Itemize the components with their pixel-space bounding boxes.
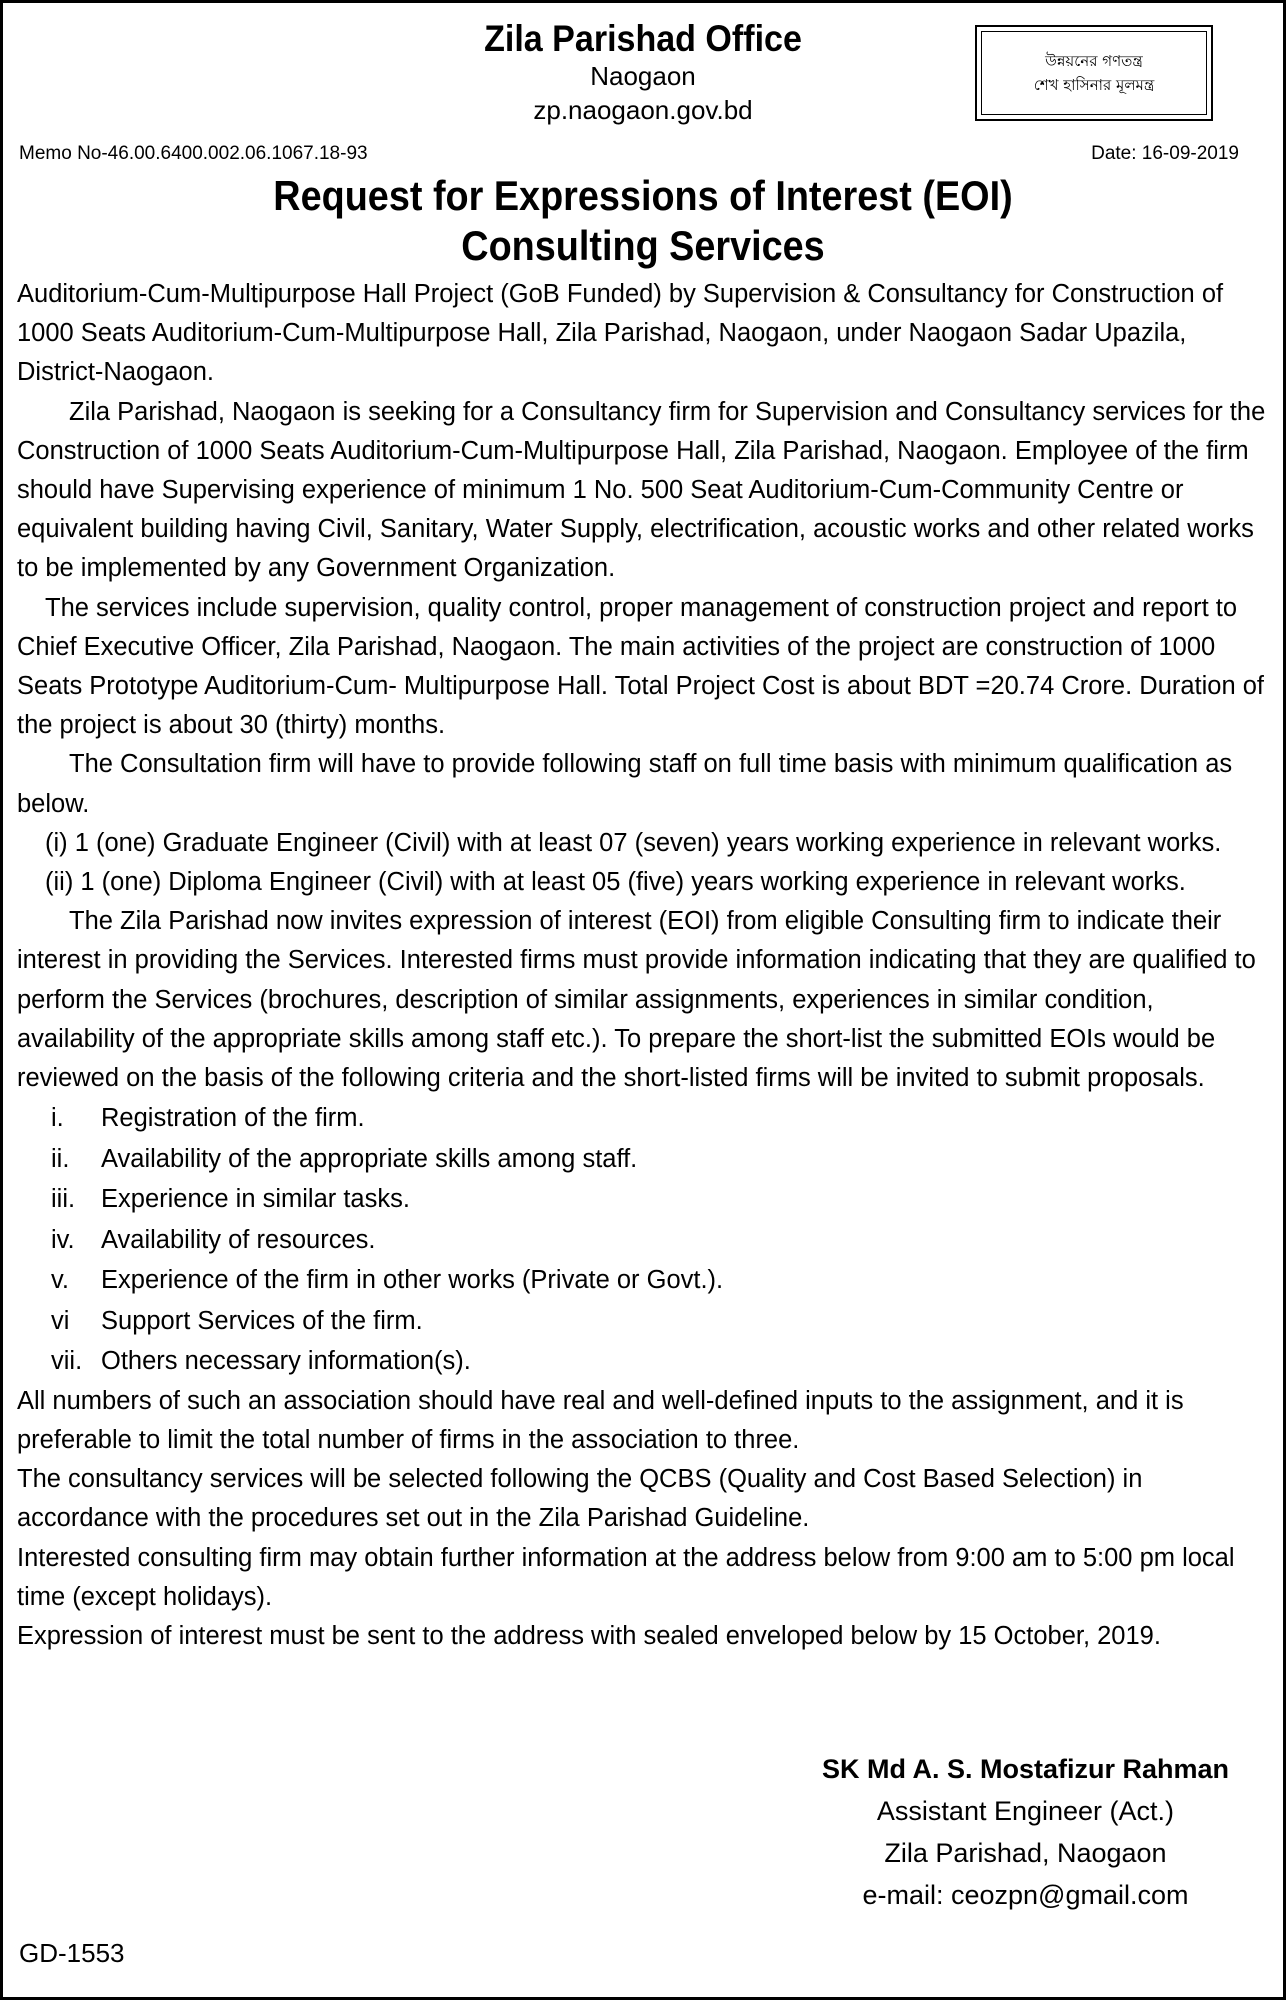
slogan-line-2: শেখ হাসিনার মূলমন্ত্র — [1033, 76, 1155, 94]
criteria-number: i. — [51, 1104, 64, 1133]
paragraph-deadline: Expression of interest must be sent to the address with sealed enveloped below by 15 October, 2019. — [17, 1621, 1161, 1650]
criteria-number: ii. — [51, 1144, 70, 1173]
paragraph-seeking-consultancy: Zila Parishad, Naogaon is seeking for a Consultancy firm for Supervision and Consultancy services for the Construction of 1000 Seats Auditorium-Cum-Multipurpose Hall, Zila Parishad, Naogaon. Employee of the firm should have Supervising experience of minimum 1 No. 500 Seat Auditorium-Cum-Community Centre or equivalent building having Civil, Sanitary, Water Supply, electrification, acoustic works and other related works to be implemented by any Government Organization. — [17, 397, 1266, 583]
criteria-text: Registration of the firm. — [101, 1104, 365, 1133]
paragraph-further-info: Interested consulting firm may obtain further information at the address below from 9:00 am to 5:00 pm local time (except holidays). — [17, 1543, 1235, 1611]
criteria-item — [17, 1341, 1269, 1382]
signatory-office: Zila Parishad, Naogaon — [884, 1838, 1167, 1868]
criteria-number: iii. — [51, 1185, 76, 1214]
criteria-item — [17, 1139, 1269, 1180]
criteria-item — [17, 1098, 1269, 1139]
criteria-item — [17, 1220, 1269, 1261]
signature-block — [822, 1748, 1229, 1916]
signatory-name: SK Md A. S. Mostafizur Rahman — [821, 1754, 1229, 1784]
signatory-designation: Assistant Engineer (Act.) — [876, 1796, 1175, 1826]
staff-requirement-2: (ii) 1 (one) Diploma Engineer (Civil) with at least 05 (five) years working experience in relevant works. — [45, 868, 1186, 897]
paragraph-staff-requirement: The Consultation firm will have to provide following staff on full time basis with minimum qualification as below. — [17, 750, 1233, 818]
criteria-text: Availability of the appropriate skills among staff. — [101, 1144, 638, 1173]
criteria-text: Experience of the firm in other works (Private or Govt.). — [101, 1266, 724, 1295]
signatory-email: e-mail: ceozpn@gmail.com — [862, 1880, 1189, 1910]
memo-row — [17, 143, 1269, 165]
criteria-text: Support Services of the firm. — [101, 1306, 423, 1335]
memo-number: Memo No-46.00.6400.002.06.1067.18-93 — [19, 143, 368, 164]
criteria-number: vii. — [51, 1347, 83, 1376]
notice-body — [17, 275, 1269, 1656]
notice-title-line-2: Consulting Services — [461, 222, 825, 269]
criteria-number: vi — [51, 1306, 70, 1335]
project-description: Auditorium-Cum-Multipurpose Hall Project (GoB Funded) by Supervision & Consultancy for Construction of 1000 Seats Auditorium-Cum-Multipurpose Hall, Zila Parishad, Naogaon, under Naogaon Sadar Upazila, District-Naogaon. — [17, 280, 1224, 387]
memo-date: Date: 16-09-2019 — [1091, 143, 1239, 164]
gd-code: GD-1553 — [19, 1938, 125, 1968]
slogan-line-1: উন্নয়নের গণতন্ত্র — [1045, 52, 1143, 70]
criteria-number: v. — [51, 1266, 69, 1295]
office-website: zp.naogaon.gov.bd — [533, 95, 753, 125]
criteria-item — [17, 1301, 1269, 1342]
criteria-list — [17, 1098, 1269, 1382]
paragraph-selection-method: The consultancy services will be selected following the QCBS (Quality and Cost Based Selection) in accordance with the procedures set out in the Zila Parishad Guideline. — [17, 1465, 1143, 1533]
staff-requirement-1: (i) 1 (one) Graduate Engineer (Civil) with at least 07 (seven) years working experience in relevant works. — [45, 828, 1222, 857]
office-name: Zila Parishad Office — [484, 18, 802, 59]
office-district: Naogaon — [590, 61, 696, 91]
paragraph-services: The services include supervision, quality control, proper management of construction project and report to Chief Executive Officer, Zila Parishad, Naogaon. The main activities of the project are construction of 1000 Seats Prototype Auditorium-Cum- Multipurpose Hall. Total Project Cost is about BDT =20.74 Crore. Duration of the project is about 30 (thirty) months. — [17, 593, 1265, 740]
criteria-item — [17, 1179, 1269, 1220]
criteria-text: Experience in similar tasks. — [101, 1185, 410, 1214]
criteria-item — [17, 1260, 1269, 1301]
criteria-text: Availability of resources. — [101, 1225, 376, 1254]
slogan-box — [975, 25, 1213, 121]
notice-header — [17, 3, 1269, 143]
notice-title-line-1: Request for Expressions of Interest (EOI) — [273, 172, 1013, 219]
criteria-text: Others necessary information(s). — [101, 1347, 471, 1376]
notice-title — [80, 171, 1207, 271]
paragraph-invitation: The Zila Parishad now invites expression of interest (EOI) from eligible Consulting firm to indicate their interest in providing the Services. Interested firms must provide information indicating that they are qualified to perform the Services (brochures, description of similar assignments, experiences in similar condition, availability of the appropriate skills among staff etc.). To prepare the short-list the submitted EOIs would be reviewed on the basis of the following criteria and the short-listed firms will be invited to submit proposals. — [17, 907, 1256, 1093]
slogan-inner-frame — [981, 31, 1207, 115]
paragraph-association: All numbers of such an association should have real and well-defined inputs to the assignment, and it is preferable to limit the total number of firms in the association to three. — [17, 1386, 1184, 1454]
criteria-number: iv. — [51, 1225, 75, 1254]
